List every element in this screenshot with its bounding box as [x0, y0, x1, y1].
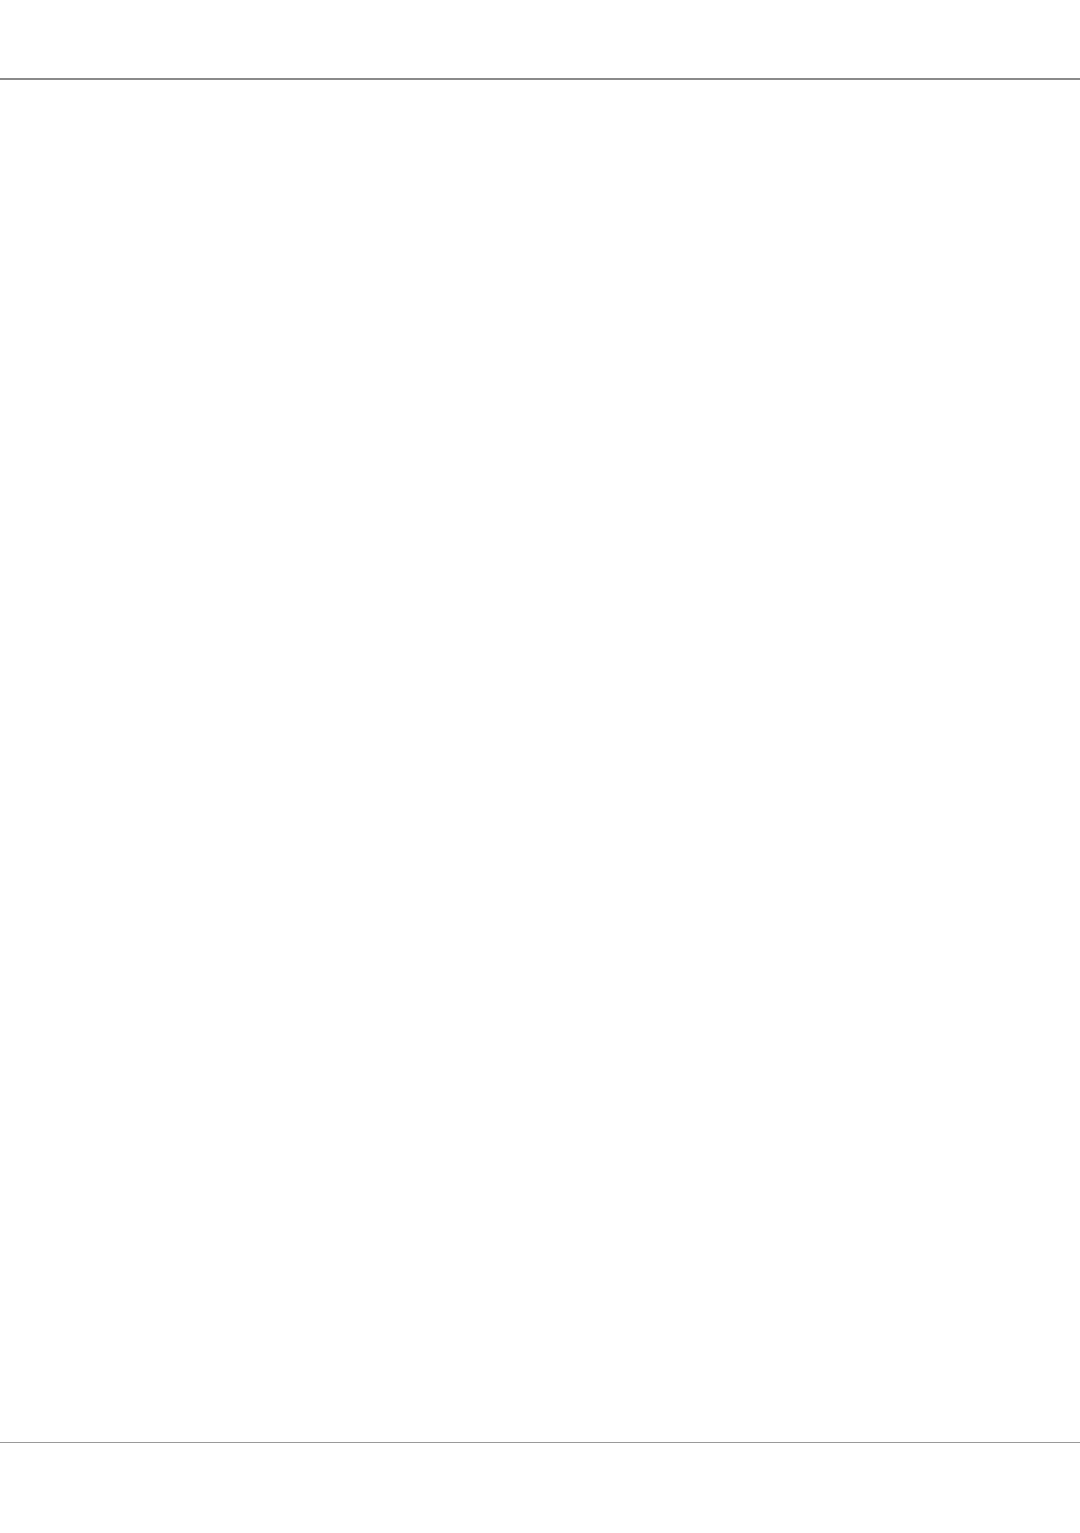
- page-footer: [952, 1456, 992, 1478]
- top-rule: [0, 78, 1080, 80]
- bottom-rule: [0, 1442, 1080, 1443]
